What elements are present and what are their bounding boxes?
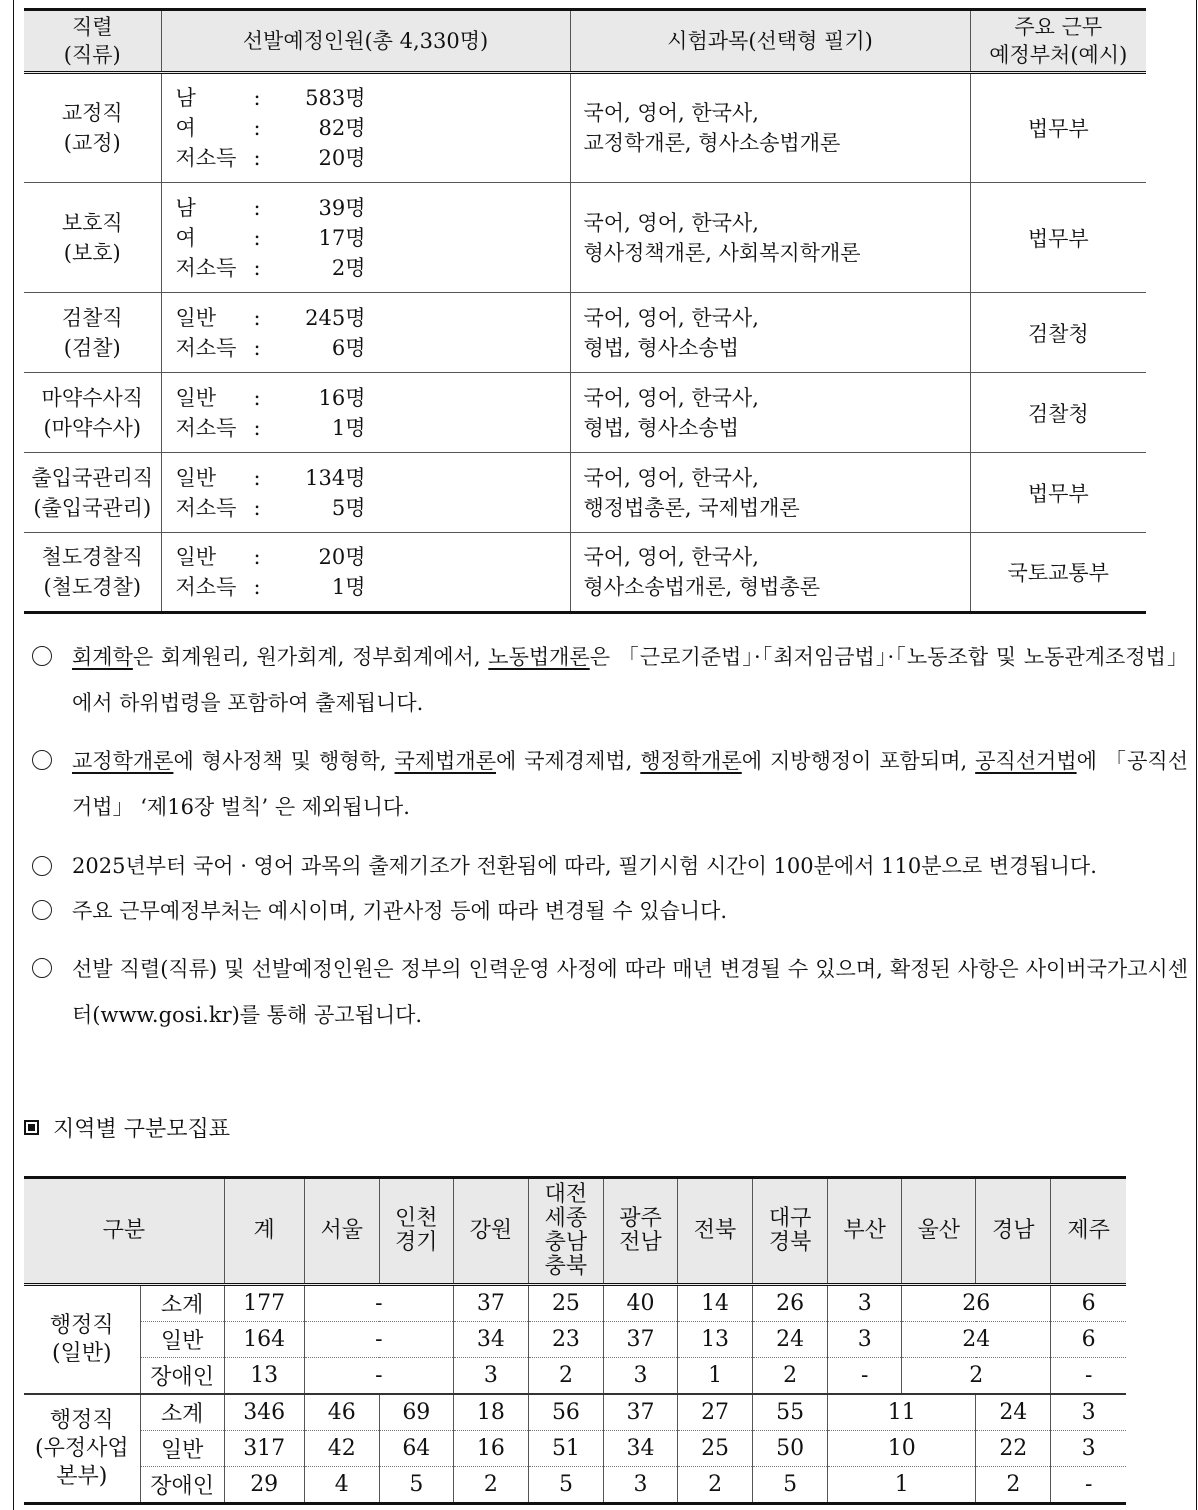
header-gubun: 구분 (24, 1178, 224, 1285)
cell-total: 346 (224, 1394, 304, 1431)
cell-jeonbuk: 13 (678, 1322, 753, 1358)
cell-gangwon: 16 (453, 1431, 528, 1467)
subjects-cell: 국어, 영어, 한국사, 교정학개론, 형사소송법개론 (570, 73, 970, 183)
quota-count: 82명 (318, 116, 366, 140)
term-international-law: 국제법개론 (394, 749, 496, 773)
regional-table (24, 1176, 1126, 1505)
cell-seoul: 4 (304, 1467, 379, 1504)
recruitment-row (24, 373, 1146, 453)
quota-kind: 저소득 (175, 146, 237, 170)
cell-daegu: 5 (753, 1467, 828, 1504)
cell-gangwon: 2 (453, 1467, 528, 1504)
regional-table-body (24, 1285, 1126, 1504)
header-incheon: 인천 경기 (379, 1178, 453, 1285)
regional-table-header (24, 1178, 1126, 1285)
regional-row (24, 1322, 1126, 1358)
recruitment-row (24, 183, 1146, 293)
quota-count: 1명 (331, 415, 366, 440)
recruitment-table (24, 8, 1146, 614)
cell-jeonbuk: 27 (678, 1394, 753, 1431)
cell-busan: - (828, 1358, 902, 1395)
quota-colon: : (253, 495, 261, 520)
quota-line (176, 143, 570, 173)
quota-colon: : (253, 225, 261, 250)
quota-line (176, 333, 570, 363)
note-text: 2025년부터 국어 · 영어 과목의 출제기조가 전환됨에 따라, 필기시험 시간이 100분에서 110분으로 변경됩니다. (72, 854, 1097, 878)
cell-gyeongnam: 24 (976, 1394, 1051, 1431)
quota-kind: 저소득 (175, 335, 237, 360)
cell-ulsan-gyeongnam: 2 (902, 1358, 1051, 1395)
regional-row (24, 1285, 1126, 1322)
regional-row (24, 1394, 1126, 1431)
header-total: 계 (224, 1178, 304, 1285)
header-position: 직렬 (직류) (24, 10, 161, 73)
quota-colon: : (253, 146, 261, 170)
quota-kind: 저소득 (175, 495, 237, 520)
quota-cell (161, 533, 570, 613)
quota-line (176, 542, 570, 572)
subjects-cell: 국어, 영어, 한국사, 행정법총론, 국제법개론 (570, 453, 970, 533)
quota-line (176, 383, 570, 413)
quota-kind: 일반 (175, 385, 217, 410)
cell-incheon: 64 (379, 1431, 453, 1467)
cell-seoul: 42 (304, 1431, 379, 1467)
quota-colon: : (253, 385, 261, 410)
position-cell: 철도경찰직 (철도경찰) (24, 533, 161, 613)
note-text: 주요 근무예정부처는 예시이며, 기관사정 등에 따라 변경될 수 있습니다. (72, 899, 728, 923)
dept-cell: 검찰청 (970, 373, 1146, 453)
cell-incheon: 5 (379, 1467, 453, 1504)
cell-total: 13 (224, 1358, 304, 1395)
quota-kind: 일반 (175, 545, 217, 569)
quota-count: 134명 (305, 465, 366, 490)
term-labor-law: 노동법개론 (488, 645, 590, 669)
cell-incheon: 69 (379, 1394, 453, 1431)
cell-seoul-incheon: - (304, 1322, 453, 1358)
position-cell: 보호직 (보호) (24, 183, 161, 293)
row-label: 소계 (140, 1285, 224, 1322)
subjects-cell: 국어, 영어, 한국사, 형사소송법개론, 형법총론 (570, 533, 970, 613)
quota-count: 17명 (318, 225, 366, 250)
cell-gangwon: 34 (453, 1322, 528, 1358)
header-dept: 주요 근무 예정부처(예시) (970, 10, 1146, 73)
header-gyeongnam: 경남 (976, 1178, 1051, 1285)
regional-row (24, 1358, 1126, 1395)
cell-jeonbuk: 14 (678, 1285, 753, 1322)
page-border-right (1196, 0, 1197, 1510)
dept-cell: 법무부 (970, 73, 1146, 183)
recruitment-row (24, 293, 1146, 373)
cell-ulsan-gyeongnam: 26 (902, 1285, 1051, 1322)
note-text: 에 형사정책 및 행형학, (173, 749, 395, 773)
quota-count: 2명 (331, 255, 366, 280)
note-subject-scope (32, 738, 1188, 830)
header-jeju: 제주 (1051, 1178, 1126, 1285)
cell-daegu: 2 (753, 1358, 828, 1395)
quota-line (176, 253, 570, 283)
quota-line (176, 223, 570, 253)
header-daegu: 대구 경북 (753, 1178, 828, 1285)
circle-bullet-icon (32, 750, 52, 770)
quota-count: 16명 (318, 385, 366, 410)
cell-total: 164 (224, 1322, 304, 1358)
position-cell: 검찰직 (검찰) (24, 293, 161, 373)
quota-count: 20명 (318, 146, 366, 170)
note-announcement (32, 946, 1188, 1038)
cell-seoul-incheon: - (304, 1358, 453, 1395)
cell-jeju: 3 (1051, 1431, 1126, 1467)
quota-cell (161, 293, 570, 373)
cell-gwangju: 3 (603, 1358, 677, 1395)
quota-colon: : (253, 545, 261, 569)
note-text: 선발 직렬(직류) 및 선발예정인원은 정부의 인력운영 사정에 따라 매년 변경될 수 있으며, 확정된 사항은 사이버국가고시센터(www.gosi.kr)를 통해 공고됩니다. (72, 957, 1188, 1027)
cell-daejeon: 25 (528, 1285, 603, 1322)
quota-count: 1명 (331, 575, 366, 599)
quota-line (176, 493, 570, 523)
quota-colon: : (253, 86, 261, 110)
note-text: 에 국제경제법, (495, 749, 641, 773)
cell-jeju: 6 (1051, 1322, 1126, 1358)
quota-line (176, 83, 570, 113)
quota-colon: : (253, 116, 261, 140)
cell-jeonbuk: 25 (678, 1431, 753, 1467)
page-border-left (13, 0, 14, 1510)
header-seoul: 서울 (304, 1178, 379, 1285)
cell-busan-ulsan: 10 (828, 1431, 976, 1467)
quota-colon: : (253, 335, 261, 360)
quota-line (176, 572, 570, 602)
row-label: 장애인 (140, 1358, 224, 1395)
quota-kind: 여 (175, 225, 196, 250)
quota-colon: : (253, 255, 261, 280)
recruitment-table-header (24, 10, 1146, 73)
circle-bullet-icon (32, 900, 52, 920)
term-accounting: 회계학 (72, 645, 133, 669)
term-election-law: 공직선거법 (975, 749, 1077, 773)
quota-count: 245명 (305, 305, 366, 330)
quota-kind: 일반 (175, 305, 217, 330)
recruitment-row (24, 73, 1146, 183)
cell-jeonbuk: 2 (678, 1467, 753, 1504)
quota-kind: 저소득 (175, 415, 237, 440)
quota-colon: : (253, 305, 261, 330)
quota-line (176, 303, 570, 333)
cell-seoul: 46 (304, 1394, 379, 1431)
header-gangwon: 강원 (453, 1178, 528, 1285)
quota-colon: : (253, 575, 261, 599)
quota-line (176, 113, 570, 143)
cell-daejeon: 56 (528, 1394, 603, 1431)
dept-cell: 국토교통부 (970, 533, 1146, 613)
quota-count: 6명 (331, 335, 366, 360)
cell-total: 317 (224, 1431, 304, 1467)
cell-daejeon: 51 (528, 1431, 603, 1467)
cell-daegu: 50 (753, 1431, 828, 1467)
quota-count: 583명 (305, 86, 366, 110)
quota-cell (161, 373, 570, 453)
quota-line (176, 193, 570, 223)
note-exam-time (32, 848, 1188, 884)
header-daejeon: 대전 세종 충남 충북 (528, 1178, 603, 1285)
quota-kind: 남 (175, 86, 196, 110)
quota-count: 5명 (331, 495, 366, 520)
cell-gwangju: 37 (603, 1322, 677, 1358)
cell-gyeongnam: 22 (976, 1431, 1051, 1467)
cell-gwangju: 40 (603, 1285, 677, 1322)
group-label: 행정직 (일반) (24, 1285, 140, 1395)
position-cell: 교정직 (교정) (24, 73, 161, 183)
term-corrections: 교정학개론 (72, 749, 174, 773)
circle-bullet-icon (32, 646, 52, 666)
note-text: 은 회계원리, 원가회계, 정부회계에서, (132, 645, 489, 669)
section-title (24, 1112, 230, 1143)
header-gwangju: 광주 전남 (603, 1178, 677, 1285)
cell-daegu: 26 (753, 1285, 828, 1322)
quota-colon: : (253, 195, 261, 220)
quota-kind: 여 (175, 116, 196, 140)
row-label: 일반 (140, 1322, 224, 1358)
notes-list (32, 634, 1188, 1038)
header-ulsan: 울산 (902, 1178, 976, 1285)
quota-count: 39명 (318, 195, 366, 220)
cell-ulsan-gyeongnam: 24 (902, 1322, 1051, 1358)
note-text: 에 「공직선거법」 ‘제16장 벌칙’ 은 제외됩니다. (72, 749, 1189, 819)
regional-row (24, 1467, 1126, 1504)
note-text: 은 「근로기준법」·「최저임금법」·「노동조합 및 노동관계조정법」에서 하위법령을 포함하여 출제됩니다. (72, 645, 1188, 715)
quota-kind: 저소득 (175, 255, 237, 280)
note-accounting-labor-law (32, 634, 1188, 726)
cell-jeonbuk: 1 (678, 1358, 753, 1395)
subjects-cell: 국어, 영어, 한국사, 형법, 형사소송법 (570, 293, 970, 373)
cell-seoul-incheon: - (304, 1285, 453, 1322)
filled-square-icon (24, 1120, 39, 1135)
quota-kind: 남 (175, 195, 196, 220)
cell-gwangju: 3 (603, 1467, 677, 1504)
cell-total: 29 (224, 1467, 304, 1504)
position-cell: 출입국관리직 (출입국관리) (24, 453, 161, 533)
circle-bullet-icon (32, 856, 52, 876)
cell-gangwon: 3 (453, 1358, 528, 1395)
quota-kind: 저소득 (175, 575, 237, 599)
quota-colon: : (253, 415, 261, 440)
cell-daejeon: 5 (528, 1467, 603, 1504)
cell-daegu: 55 (753, 1394, 828, 1431)
dept-cell: 법무부 (970, 453, 1146, 533)
recruitment-row (24, 453, 1146, 533)
cell-busan: 3 (828, 1285, 902, 1322)
quota-line (176, 463, 570, 493)
cell-jeju: 6 (1051, 1285, 1126, 1322)
cell-busan-ulsan: 11 (828, 1394, 976, 1431)
header-quota: 선발예정인원(총 4,330명) (161, 10, 570, 73)
cell-gwangju: 34 (603, 1431, 677, 1467)
dept-cell: 검찰청 (970, 293, 1146, 373)
quota-colon: : (253, 465, 261, 490)
quota-cell (161, 183, 570, 293)
cell-jeju: - (1051, 1358, 1126, 1395)
cell-busan: 3 (828, 1322, 902, 1358)
cell-total: 177 (224, 1285, 304, 1322)
dept-cell: 법무부 (970, 183, 1146, 293)
regional-row (24, 1431, 1126, 1467)
cell-gyeongnam: 2 (976, 1467, 1051, 1504)
quota-count: 20명 (318, 545, 366, 569)
term-public-admin: 행정학개론 (640, 749, 742, 773)
quota-cell (161, 73, 570, 183)
cell-gwangju: 37 (603, 1394, 677, 1431)
cell-daegu: 24 (753, 1322, 828, 1358)
group-label: 행정직 (우정사업 본부) (24, 1394, 140, 1504)
note-dept-example (32, 888, 1188, 934)
header-jeonbuk: 전북 (678, 1178, 753, 1285)
quota-kind: 일반 (175, 465, 217, 490)
cell-gangwon: 18 (453, 1394, 528, 1431)
position-cell: 마약수사직 (마약수사) (24, 373, 161, 453)
header-busan: 부산 (828, 1178, 902, 1285)
cell-jeju: - (1051, 1467, 1126, 1504)
cell-daejeon: 2 (528, 1358, 603, 1395)
subjects-cell: 국어, 영어, 한국사, 형법, 형사소송법 (570, 373, 970, 453)
row-label: 소계 (140, 1394, 224, 1431)
circle-bullet-icon (32, 958, 52, 978)
note-text: 에 지방행정이 포함되며, (741, 749, 976, 773)
quota-line (176, 413, 570, 443)
cell-gangwon: 37 (453, 1285, 528, 1322)
header-subjects: 시험과목(선택형 필기) (570, 10, 970, 73)
cell-daejeon: 23 (528, 1322, 603, 1358)
cell-busan-ulsan: 1 (828, 1467, 976, 1504)
subjects-cell: 국어, 영어, 한국사, 형사정책개론, 사회복지학개론 (570, 183, 970, 293)
recruitment-table-body (24, 73, 1146, 613)
row-label: 일반 (140, 1431, 224, 1467)
cell-jeju: 3 (1051, 1394, 1126, 1431)
row-label: 장애인 (140, 1467, 224, 1504)
quota-cell (161, 453, 570, 533)
section-title-text: 지역별 구분모집표 (53, 1117, 231, 1142)
recruitment-row (24, 533, 1146, 613)
